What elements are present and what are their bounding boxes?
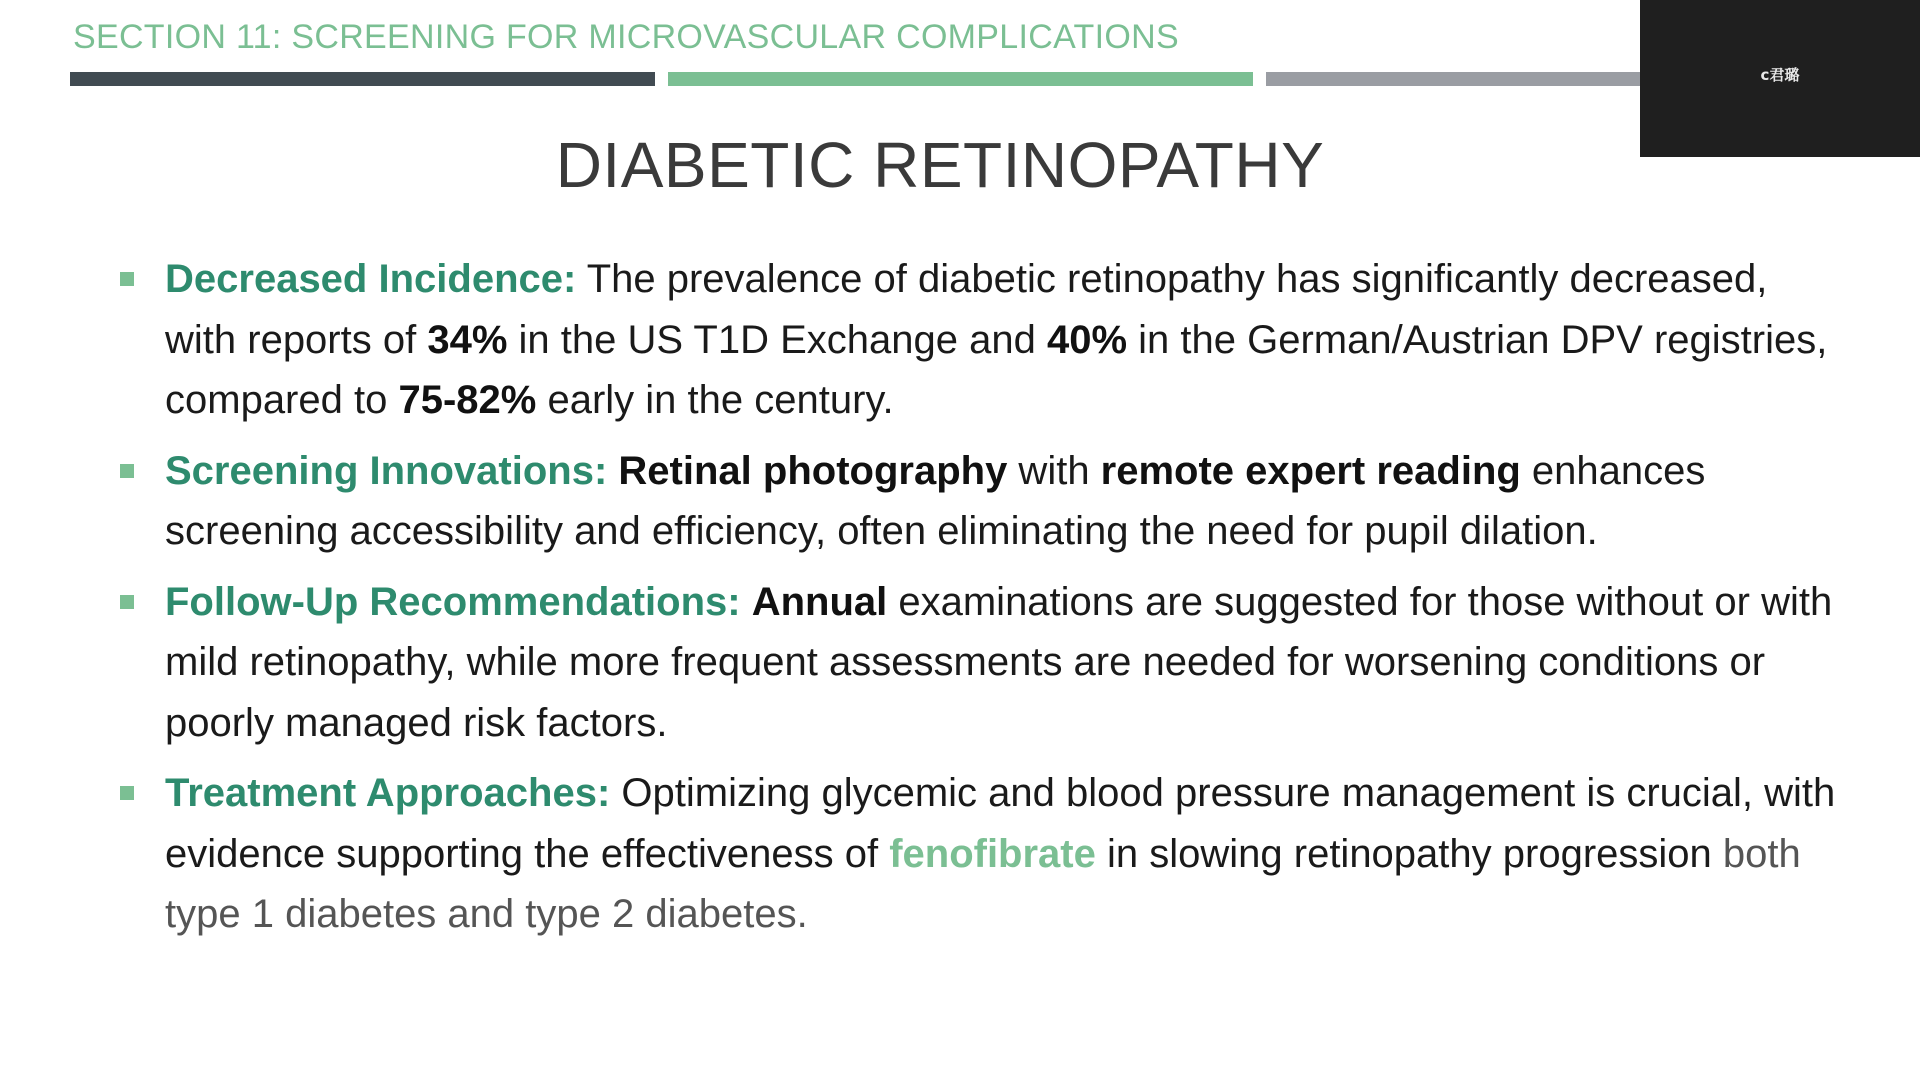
bullet-text: The prevalence of diabetic retinopathy has significantly decreased, with reports of <box>165 257 1768 362</box>
bullet-text: Optimizing glycemic and blood pressure management is crucial, with evidence supporting the effectiveness of <box>165 771 1836 876</box>
bullet-square-icon <box>120 464 134 478</box>
section-header: SECTION 11: SCREENING FOR MICROVASCULAR COMPLICATIONS <box>73 18 1179 56</box>
bullet-lead: Treatment Approaches: <box>165 771 611 815</box>
emphasis-text: Annual <box>751 579 888 624</box>
bullet-decreased-incidence <box>118 249 1838 431</box>
bullet-treatment-approaches <box>118 763 1838 945</box>
bullet-text-muted: both type 1 diabetes and type 2 diabetes. <box>165 831 1801 936</box>
bullet-square-icon <box>120 272 134 286</box>
bullet-text: in the German/Austrian DPV registries, compared to <box>165 317 1828 422</box>
emphasis-text: Retinal photography <box>618 448 1008 493</box>
drug-name: fenofibrate <box>889 831 1096 876</box>
stat-value: 75-82% <box>398 378 537 422</box>
bullet-square-icon <box>120 786 134 800</box>
participant-name: c君璐 <box>1760 66 1800 84</box>
bullet-text: in slowing retinopathy progression <box>1095 831 1712 876</box>
stat-value: 40% <box>1046 317 1128 362</box>
emphasis-text: remote expert reading <box>1100 448 1521 493</box>
header-bar-green <box>668 72 1253 86</box>
bullet-text: early in the century. <box>536 378 894 422</box>
stat-value: 34% <box>427 317 508 362</box>
bullet-text: enhances screening accessibility and efficiency, often eliminating the need for pupil dilation. <box>165 448 1706 553</box>
slide-title: DIABETIC RETINOPATHY <box>555 129 1325 201</box>
header-bar-dark <box>70 72 655 86</box>
bullet-square-icon <box>120 595 134 609</box>
bullet-lead: Follow-Up Recommendations: <box>165 579 741 624</box>
bullet-lead: Screening Innovations: <box>165 448 608 493</box>
bullet-follow-up <box>118 572 1838 754</box>
bullet-screening-innovations <box>118 441 1838 562</box>
bullet-text: in the US T1D Exchange and <box>507 317 1047 362</box>
bullet-text <box>607 449 618 493</box>
header-bar-gray <box>1266 72 1646 86</box>
bullet-text: examinations are suggested for those without or with mild retinopathy, while more frequent assessments are needed for worsening conditions or poorly managed risk factors. <box>165 579 1833 745</box>
bullet-lead: Decreased Incidence: <box>165 257 577 301</box>
bullet-text <box>741 580 752 624</box>
bullet-text: with <box>1007 448 1101 493</box>
bullet-list <box>118 249 1838 955</box>
